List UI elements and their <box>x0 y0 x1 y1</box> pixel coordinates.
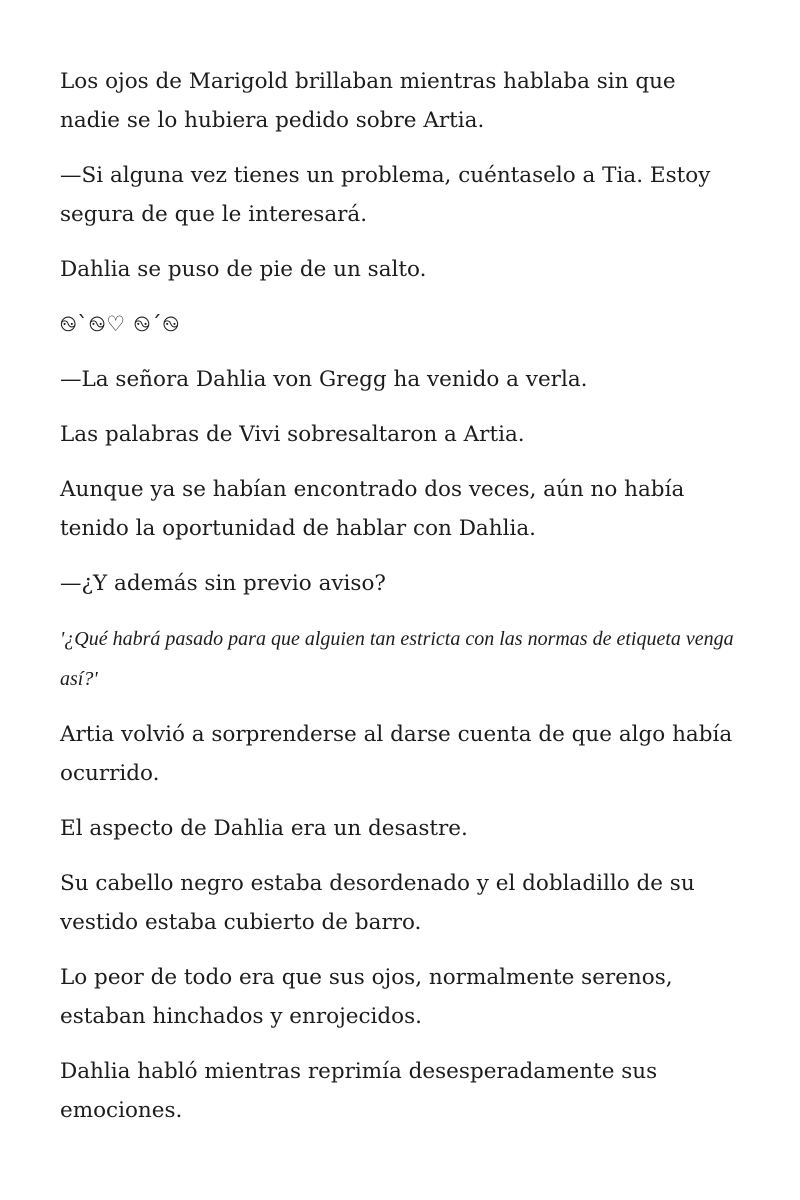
paragraph-14: Dahlia habló mientras reprimía desesperadamente sus emociones. <box>60 1059 658 1123</box>
paragraph-11: El aspecto de Dahlia era un desastre. <box>60 816 468 841</box>
paragraph-7: Aunque ya se habían encontrado dos veces, aún no había tenido la oportunidad de hablar con Dahlia. <box>60 477 685 541</box>
paragraph-3: Dahlia se puso de pie de un salto. <box>60 257 427 282</box>
inner-thought: '¿Qué habrá pasado para que alguien tan estricta con las normas de etiqueta venga así?' <box>60 628 734 690</box>
paragraph-6: Las palabras de Vivi sobresaltaron a Artia. <box>60 422 525 447</box>
reading-page <box>60 62 740 1146</box>
paragraph-12: Su cabello negro estaba desordenado y el dobladillo de su vestido estaba cubierto de barro. <box>60 871 695 935</box>
paragraph-13: Lo peor de todo era que sus ojos, normalmente serenos, estaban hinchados y enrojecidos. <box>60 965 673 1029</box>
scene-divider: ࿊`࿊♡ ࿊´࿊ <box>60 312 181 336</box>
paragraph-5: —La señora Dahlia von Gregg ha venido a verla. <box>60 367 588 392</box>
paragraph-2: —Si alguna vez tienes un problema, cuéntaselo a Tia. Estoy segura de que le interesará. <box>60 163 711 227</box>
paragraph-1: Los ojos de Marigold brillaban mientras hablaba sin que nadie se lo hubiera pedido sobre Artia. <box>60 69 676 133</box>
paragraph-10: Artia volvió a sorprenderse al darse cuenta de que algo había ocurrido. <box>60 722 733 786</box>
paragraph-8: —¿Y además sin previo aviso? <box>60 571 386 596</box>
